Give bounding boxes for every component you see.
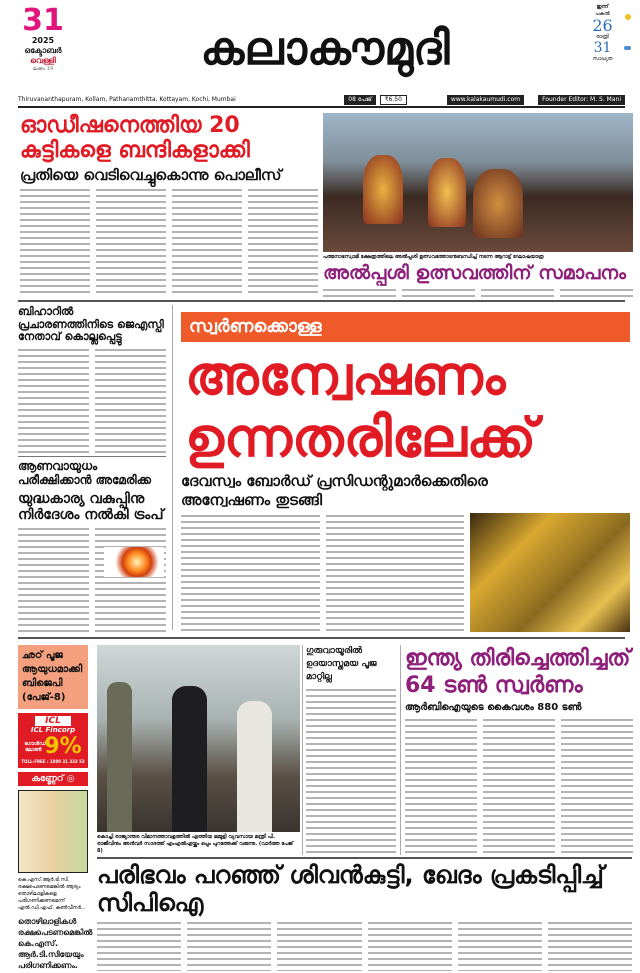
cartoon-label-text: കണ്ണേറ് [31, 774, 64, 784]
festival-story [323, 113, 633, 297]
headline-line: ഓഡീഷനെത്തിയ 20 [20, 113, 240, 138]
divider [97, 857, 632, 859]
cartoon-label [18, 772, 88, 786]
column-divider [302, 645, 303, 855]
column-divider [400, 645, 401, 855]
editions: Thiruvananthapuram, Kollam, Pathanamthitta, Kottayam, Kochi, Mumbai [18, 95, 236, 103]
weather-low-label: രാത്രി [596, 34, 609, 40]
bihar-headline[interactable]: ബിഹാറിൽ പ്രചാരണത്തിനിടെ ജെഎസ്പി നേതാവ് കൊല്ലപ്പെട്ടു [18, 305, 164, 344]
photo-block [97, 645, 300, 855]
rain-cloud-icon [624, 46, 631, 50]
nuclear-headline[interactable]: യുദ്ധകാര്യ വകുപ്പിനു നിർദേശം നൽകി ട്രംപ് [18, 490, 164, 523]
bottom-headline[interactable]: പരിഭവം പറഞ്ഞ് ശിവൻകുട്ടി, ഖേദം പ്രകടിപ്പിച്ച് സിപിഐ [97, 861, 604, 917]
bottom-sidebar [18, 645, 93, 971]
nuclear-kicker: ആണവായുധം പരീക്ഷിക്കാൻ അമേരിക്ക [18, 459, 151, 487]
top-story-headline[interactable] [20, 113, 318, 164]
lead-tag: സ്വർണക്കൊള്ള [181, 312, 630, 342]
ad-tollfree: TOLL-FREE : 1800 31 333 53 [21, 759, 85, 764]
lead-body [181, 513, 630, 632]
gold-headline[interactable] [405, 645, 633, 699]
sun-icon [625, 14, 631, 20]
weather-box [575, 4, 630, 90]
promo-box[interactable]: ഛഠ് പൂജ ആയുധമാക്കി ബിജെപി (പേജ്-8) [18, 645, 88, 709]
lead-headline[interactable] [181, 345, 630, 469]
cartoon-caption: കെ.എസ്.ആർ.ടി.സി. രക്ഷപെടണമെങ്കിൽ ആദ്യം തൊഴിലാളികളെ പരിഗണിക്കണമെന്ന് എൽ.ഡി.എഫ്. കൺവീനർ... [18, 877, 86, 911]
date-block [12, 3, 74, 73]
price: ₹6.50 [380, 95, 407, 105]
website-link[interactable]: www.kalakaumudi.com [447, 95, 524, 105]
top-story [20, 113, 318, 297]
bottom-body [97, 920, 632, 971]
festival-headline[interactable]: അൽപ്പശി ഉത്സവത്തിന് സമാപനം [323, 262, 626, 285]
founder-editor: Founder Editor: M. S. Mani [538, 95, 625, 105]
headline-line: അന്വേഷണം [185, 344, 506, 407]
date-month: ഒക്ടോബർ [24, 46, 62, 55]
date-year: 2025 [31, 36, 55, 45]
column-divider [172, 305, 173, 630]
gold-subhead: ആർബിഐയുടെ കൈവശം 880 ടൺ [405, 702, 582, 713]
date-weekday: വെള്ളി [30, 56, 56, 65]
date-day: 31 [22, 3, 64, 38]
icl-logo: ICL [35, 716, 71, 726]
headline-line: ഉന്നതരിലേക്ക് [185, 406, 537, 469]
top-story-body [20, 187, 318, 297]
edition-strip [18, 93, 625, 108]
masthead-logo[interactable]: കലാകൗമുദി [200, 21, 450, 75]
eye-icon: ◎ [66, 774, 75, 784]
guruvayur-story [306, 645, 396, 853]
photo-caption: കൊച്ചി രാജ്യാന്തര വിമാനത്താവളത്തിൽ എത്തിയ മമ്മൂട്ടി വ്യവസായ മന്ത്രി പി. രാജീവിനും അൻവർ സാദത്ത് എംഎൽഎയ്ക്കും ഒപ്പം പുറത്തേക്ക് വരുന്നു. (വാർത്ത പേജ് 8) [97, 834, 293, 854]
headline-line: 64 ടൺ സ്വർണം [405, 673, 583, 698]
weather-low-sub: സാധ്യത [592, 56, 613, 62]
gold-story [405, 645, 633, 853]
missile-image [104, 547, 164, 577]
ad-rate: 9% [44, 734, 82, 759]
weather-high-label: പകൽ [595, 11, 610, 17]
festival-photo [323, 113, 633, 252]
headline-line: കുട്ടികളെ ബന്ദികളാക്കി [20, 138, 250, 164]
ad-label: ഗോൾഡ് ലോൺ [24, 740, 46, 753]
ad-name: ICL Fincorp [30, 726, 76, 734]
bottom-story [97, 857, 632, 971]
subhead-line: അന്വേഷണം തുടങ്ങി [181, 491, 323, 509]
nuclear-body [18, 526, 166, 632]
left-column [18, 306, 166, 632]
top-story-subhead: പ്രതിയെ വെടിവെച്ചുകൊന്നു പൊലീസ് [20, 165, 282, 184]
lead-story [181, 312, 630, 632]
weather-low: 31 [593, 40, 612, 56]
divider [18, 300, 625, 302]
issue-number: ലക്കം 14 [32, 66, 54, 72]
lead-subhead [181, 472, 630, 510]
guruvayur-body [306, 687, 396, 853]
gold-plate-photo [470, 513, 630, 632]
icl-ad[interactable] [18, 713, 88, 768]
gold-body [405, 717, 633, 854]
guruvayur-headline[interactable]: ഗുരുവായൂരിൽ ഉദയാസ്തമയ പൂജ മാറ്റില്ല [306, 646, 377, 682]
subhead-line: ദേവസ്വം ബോർഡ് പ്രസിഡന്റുമാർക്കെതിരെ [181, 472, 488, 490]
page-count: 08 പേജ് [344, 95, 375, 105]
weather-high: 26 [592, 16, 613, 35]
divider [18, 637, 625, 639]
mammootty-photo [97, 645, 300, 832]
bihar-body [18, 347, 166, 453]
headline-line: ഇന്ത്യ തിരിച്ചെത്തിച്ചത് [405, 646, 631, 671]
weather-label: ഇന്ന് [596, 4, 609, 10]
cartoon [18, 790, 88, 873]
divider [18, 456, 166, 457]
festival-body [323, 287, 633, 297]
festival-caption: പത്മനാഭസ്വാമി ക്ഷേത്രത്തിലെ അൽപ്പശി ഉത്സവത്തോടനുബന്ധിച്ച് നടന്ന ആറാട്ട് ഘോഷയാത്ര [323, 254, 544, 261]
cartoon-punchline: തൊഴിലാളികൾ രക്ഷപെടണമെങ്കിൽ കെ.എസ്. ആർ.ടി.സിയേയും പരിഗണിക്കണം. [18, 917, 93, 970]
